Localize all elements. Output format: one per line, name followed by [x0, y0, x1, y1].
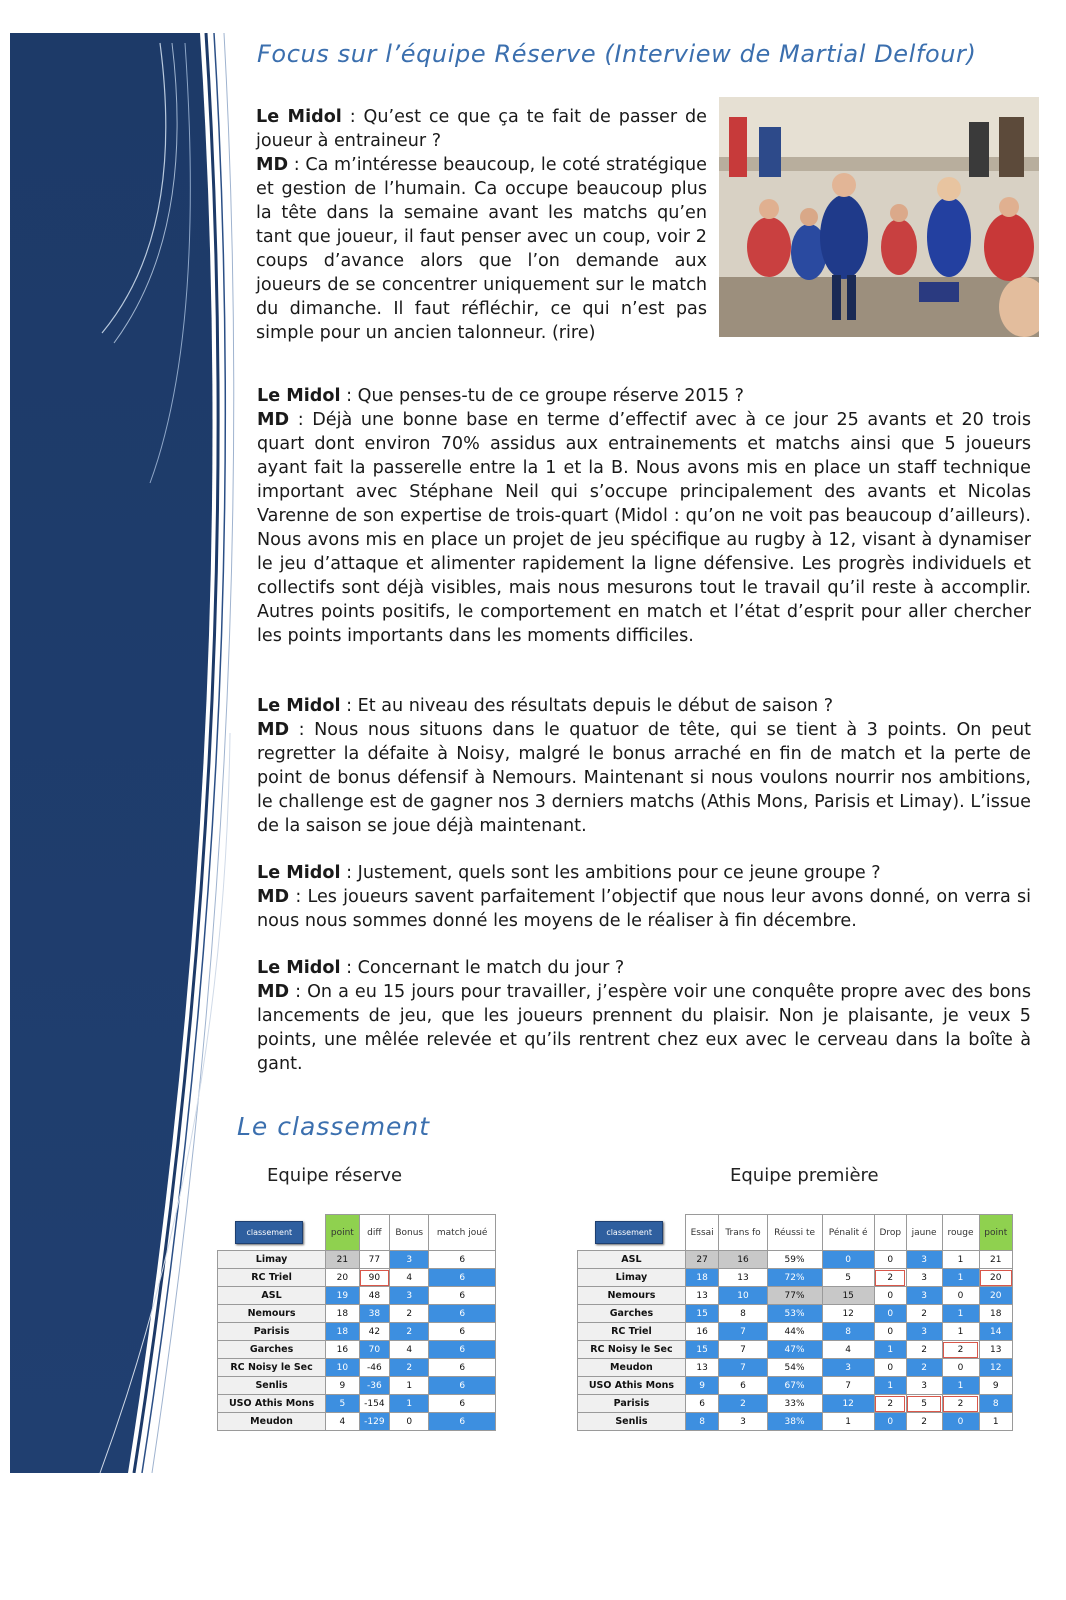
- cell-penalite: 12: [822, 1395, 874, 1413]
- cell-point: 19: [326, 1287, 360, 1305]
- cell-diff: 38: [359, 1305, 389, 1323]
- table-row: [218, 1377, 496, 1395]
- cell-drop: 0: [874, 1413, 906, 1431]
- cell-joue: 6: [429, 1359, 496, 1377]
- cell-trans: 6: [719, 1377, 767, 1395]
- table-row: [218, 1323, 496, 1341]
- cell-drop: 0: [874, 1251, 906, 1269]
- cell-rouge: 2: [942, 1395, 979, 1413]
- table-row: [578, 1341, 1013, 1359]
- cell-essai: 15: [685, 1305, 719, 1323]
- cell-jaune: 2: [906, 1359, 942, 1377]
- cell-point: 18: [326, 1305, 360, 1323]
- table-tag-cell: [578, 1215, 686, 1251]
- table-row: [218, 1341, 496, 1359]
- cell-essai: 8: [685, 1413, 719, 1431]
- cell-reussite: 77%: [767, 1287, 822, 1305]
- cell-trans: 16: [719, 1251, 767, 1269]
- cell-essai: 27: [685, 1251, 719, 1269]
- cell-point: 18: [979, 1305, 1012, 1323]
- cell-joue: 6: [429, 1287, 496, 1305]
- interview-item-3: [257, 694, 1031, 838]
- section-title-classement: Le classement: [237, 1112, 431, 1141]
- cell-drop: 0: [874, 1323, 906, 1341]
- cell-rouge: 1: [942, 1323, 979, 1341]
- answer-text: : Ca m’intéresse beaucoup, le coté stratégique et gestion de l’humain. Ca occupe beaucoup plus la tête dans la semaine avant les matchs qu’en tant que joueur, il faut penser avec un coup, voir 2 coups d’avance alors que l’on demande aux joueurs de se concentrer uniquement sur le match du dimanche. Il faut réfléchir, ce qui n’est pas simple pour un ancien talonneur. (rire): [256, 155, 707, 343]
- cell-point: 9: [979, 1377, 1012, 1395]
- table-row: [218, 1359, 496, 1377]
- cell-rouge: 1: [942, 1377, 979, 1395]
- cell-trans: 7: [719, 1323, 767, 1341]
- question-text: : Justement, quels sont les ambitions pour ce jeune groupe ?: [340, 863, 881, 883]
- cell-team: RC Triel: [218, 1269, 326, 1287]
- cell-point: 21: [326, 1251, 360, 1269]
- column-header: Essai: [685, 1215, 719, 1251]
- interview-item-2: [257, 384, 1031, 648]
- cell-point: 16: [326, 1341, 360, 1359]
- question-text: : Qu’est ce que ça te fait de passer de joueur à entraineur ?: [256, 107, 707, 151]
- column-header: match joué: [429, 1215, 496, 1251]
- table-row: [218, 1395, 496, 1413]
- cell-point: 20: [979, 1269, 1012, 1287]
- cell-penalite: 5: [822, 1269, 874, 1287]
- cell-reussite: 38%: [767, 1413, 822, 1431]
- cell-joue: 6: [429, 1341, 496, 1359]
- table-row: [578, 1395, 1013, 1413]
- reserve-ranking-table: [217, 1214, 496, 1431]
- cell-team: Garches: [218, 1341, 326, 1359]
- cell-penalite: 8: [822, 1323, 874, 1341]
- cell-team: Garches: [578, 1305, 686, 1323]
- cell-penalite: 1: [822, 1413, 874, 1431]
- cell-team: ASL: [578, 1251, 686, 1269]
- cell-point: 13: [979, 1341, 1012, 1359]
- cell-team: Meudon: [578, 1359, 686, 1377]
- cell-team: ASL: [218, 1287, 326, 1305]
- column-header: Réussi te: [767, 1215, 822, 1251]
- cell-point: 10: [326, 1359, 360, 1377]
- cell-essai: 6: [685, 1395, 719, 1413]
- cell-point: 20: [326, 1269, 360, 1287]
- cell-point: 18: [326, 1323, 360, 1341]
- table-header-row: [218, 1215, 496, 1251]
- cell-penalite: 12: [822, 1305, 874, 1323]
- cell-trans: 7: [719, 1359, 767, 1377]
- cell-rouge: 1: [942, 1269, 979, 1287]
- cell-team: Limay: [578, 1269, 686, 1287]
- cell-trans: 8: [719, 1305, 767, 1323]
- table-tag-cell: [218, 1215, 326, 1251]
- cell-team: RC Noisy le Sec: [218, 1359, 326, 1377]
- column-header: rouge: [942, 1215, 979, 1251]
- cell-reussite: 44%: [767, 1323, 822, 1341]
- premiere-table-title: Equipe première: [730, 1165, 879, 1186]
- cell-diff: 70: [359, 1341, 389, 1359]
- cell-team: RC Noisy le Sec: [578, 1341, 686, 1359]
- answer-label: MD: [257, 720, 290, 740]
- cell-team: USO Athis Mons: [578, 1377, 686, 1395]
- answer-label: MD: [256, 155, 289, 175]
- cell-joue: 6: [429, 1323, 496, 1341]
- cell-team: Nemours: [218, 1305, 326, 1323]
- table-row: [218, 1251, 496, 1269]
- table-row: [218, 1305, 496, 1323]
- cell-team: Nemours: [578, 1287, 686, 1305]
- table-row: [578, 1377, 1013, 1395]
- table-row: [218, 1287, 496, 1305]
- question-text: : Que penses-tu de ce groupe réserve 2015 ?: [340, 386, 744, 406]
- cell-essai: 13: [685, 1287, 719, 1305]
- cell-rouge: 2: [942, 1341, 979, 1359]
- cell-jaune: 2: [906, 1413, 942, 1431]
- interview-item-4: [257, 861, 1031, 933]
- cell-team: USO Athis Mons: [218, 1395, 326, 1413]
- cell-bonus: 0: [390, 1413, 429, 1431]
- cell-essai: 18: [685, 1269, 719, 1287]
- table-row: [218, 1269, 496, 1287]
- cell-jaune: 5: [906, 1395, 942, 1413]
- cell-jaune: 3: [906, 1287, 942, 1305]
- answer-text: : Les joueurs savent parfaitement l’objectif que nous leur avons donné, on verra si nous nous sommes donné les moyens de le réaliser à fin décembre.: [257, 887, 1031, 931]
- cell-penalite: 7: [822, 1377, 874, 1395]
- cell-rouge: 0: [942, 1413, 979, 1431]
- cell-point: 9: [326, 1377, 360, 1395]
- interview-item-1: [256, 105, 707, 345]
- classement-tag: classement: [595, 1221, 663, 1244]
- cell-trans: 3: [719, 1413, 767, 1431]
- cell-reussite: 33%: [767, 1395, 822, 1413]
- cell-jaune: 2: [906, 1305, 942, 1323]
- cell-joue: 6: [429, 1377, 496, 1395]
- cell-bonus: 4: [390, 1269, 429, 1287]
- cell-penalite: 4: [822, 1341, 874, 1359]
- cell-penalite: 15: [822, 1287, 874, 1305]
- cell-reussite: 72%: [767, 1269, 822, 1287]
- cell-team: RC Triel: [578, 1323, 686, 1341]
- cell-diff: -129: [359, 1413, 389, 1431]
- cell-bonus: 3: [390, 1251, 429, 1269]
- column-header: Bonus: [390, 1215, 429, 1251]
- question-label: Le Midol: [257, 386, 341, 406]
- column-header: diff: [359, 1215, 389, 1251]
- question-label: Le Midol: [257, 863, 341, 883]
- cell-bonus: 1: [390, 1395, 429, 1413]
- cell-trans: 13: [719, 1269, 767, 1287]
- cell-diff: -46: [359, 1359, 389, 1377]
- cell-essai: 16: [685, 1323, 719, 1341]
- question-label: Le Midol: [257, 958, 341, 978]
- cell-point: 5: [326, 1395, 360, 1413]
- cell-bonus: 2: [390, 1305, 429, 1323]
- cell-jaune: 3: [906, 1323, 942, 1341]
- cell-diff: -36: [359, 1377, 389, 1395]
- classement-tag: classement: [235, 1221, 303, 1244]
- cell-rouge: 1: [942, 1251, 979, 1269]
- cell-jaune: 3: [906, 1269, 942, 1287]
- cell-essai: 13: [685, 1359, 719, 1377]
- cell-rouge: 0: [942, 1287, 979, 1305]
- reserve-table-title: Equipe réserve: [267, 1165, 403, 1186]
- table-row: [578, 1287, 1013, 1305]
- table-row: [578, 1251, 1013, 1269]
- cell-diff: 48: [359, 1287, 389, 1305]
- question-text: : Et au niveau des résultats depuis le début de saison ?: [340, 696, 834, 716]
- column-header: jaune: [906, 1215, 942, 1251]
- cell-reussite: 54%: [767, 1359, 822, 1377]
- cell-point: 21: [979, 1251, 1012, 1269]
- interview-item-5: [257, 956, 1031, 1076]
- cell-jaune: 2: [906, 1341, 942, 1359]
- cell-diff: 90: [359, 1269, 389, 1287]
- cell-joue: 6: [429, 1305, 496, 1323]
- answer-label: MD: [257, 410, 290, 430]
- cell-bonus: 3: [390, 1287, 429, 1305]
- cell-jaune: 3: [906, 1251, 942, 1269]
- cell-joue: 6: [429, 1395, 496, 1413]
- question-text: : Concernant le match du jour ?: [340, 958, 625, 978]
- cell-diff: 42: [359, 1323, 389, 1341]
- answer-text: : On a eu 15 jours pour travailler, j’espère voir une conquête propre avec des bons lancements de jeu, que les joueurs prennent du plaisir. Non je plaisante, je veux 5 points, une mêlée relevée et qu’ils rentrent chez eux avec le cerveau dans la boîte à gant.: [257, 982, 1031, 1074]
- answer-label: MD: [257, 982, 290, 1002]
- cell-point: 12: [979, 1359, 1012, 1377]
- cell-joue: 6: [429, 1251, 496, 1269]
- cell-point: 1: [979, 1413, 1012, 1431]
- cell-point: 14: [979, 1323, 1012, 1341]
- cell-team: Limay: [218, 1251, 326, 1269]
- cell-bonus: 2: [390, 1323, 429, 1341]
- cell-team: Senlis: [578, 1413, 686, 1431]
- cell-bonus: 2: [390, 1359, 429, 1377]
- premiere-ranking-table: [577, 1214, 1013, 1431]
- cell-rouge: 1: [942, 1305, 979, 1323]
- cell-diff: 77: [359, 1251, 389, 1269]
- cell-drop: 2: [874, 1395, 906, 1413]
- table-row: [578, 1359, 1013, 1377]
- column-header: point: [979, 1215, 1012, 1251]
- cell-reussite: 67%: [767, 1377, 822, 1395]
- question-label: Le Midol: [257, 696, 341, 716]
- cell-jaune: 3: [906, 1377, 942, 1395]
- page-title: Focus sur l’équipe Réserve (Interview de Martial Delfour): [257, 40, 977, 68]
- cell-drop: 2: [874, 1269, 906, 1287]
- column-header: Trans fo: [719, 1215, 767, 1251]
- cell-essai: 9: [685, 1377, 719, 1395]
- cell-point: 8: [979, 1395, 1012, 1413]
- table-row: [578, 1269, 1013, 1287]
- table-row: [578, 1413, 1013, 1431]
- cell-point: 4: [326, 1413, 360, 1431]
- cell-rouge: 0: [942, 1359, 979, 1377]
- cell-joue: 6: [429, 1413, 496, 1431]
- decorative-sidebar: [10, 33, 240, 1473]
- question-label: Le Midol: [256, 107, 342, 127]
- cell-bonus: 4: [390, 1341, 429, 1359]
- cell-trans: 10: [719, 1287, 767, 1305]
- table-row: [578, 1323, 1013, 1341]
- cell-penalite: 0: [822, 1251, 874, 1269]
- cell-joue: 6: [429, 1269, 496, 1287]
- cell-team: Senlis: [218, 1377, 326, 1395]
- cell-drop: 1: [874, 1377, 906, 1395]
- cell-bonus: 1: [390, 1377, 429, 1395]
- answer-label: MD: [257, 887, 290, 907]
- table-row: [218, 1413, 496, 1431]
- cell-drop: 0: [874, 1359, 906, 1377]
- answer-text: : Déjà une bonne base en terme d’effectif avec à ce jour 25 avants et 20 trois quart dont environ 70% assidus aux entrainements et matchs ainsi que 5 joueurs ayant fait la passerelle entre la 1 et la B. Nous avons mis en place un staff technique important avec Stéphane Neil qui s’occupe principalement des avants et Nicolas Varenne de son expertise de trois-quart (Midol : qu’on ne voit pas beaucoup d’ailleurs). Nous avons mis en place un projet de jeu spécifique au rugby à 12, visant à dynamiser le jeu d’attaque et alimenter rapidement la ligne défensive. Les progrès individuels et collectifs sont déjà visibles, mais nous mesurons tout le travail qu’il reste à accomplir. Autres points positifs, le comportement en match et l’état d’esprit pour aller chercher les points importants dans les moments difficiles.: [257, 410, 1031, 646]
- cell-diff: -154: [359, 1395, 389, 1413]
- cell-team: Meudon: [218, 1413, 326, 1431]
- column-header: Pénalit é: [822, 1215, 874, 1251]
- table-header-row: [578, 1215, 1013, 1251]
- cell-drop: 1: [874, 1341, 906, 1359]
- cell-reussite: 53%: [767, 1305, 822, 1323]
- cell-drop: 0: [874, 1305, 906, 1323]
- column-header: Drop: [874, 1215, 906, 1251]
- answer-text: : Nous nous situons dans le quatuor de tête, qui se tient à 3 points. On peut regretter la défaite à Noisy, malgré le bonus arraché en fin de match et la perte de point de bonus défensif à Nemours. Maintenant si nous voulons nourrir nos ambitions, le challenge est de gagner nos 3 derniers matchs (Athis Mons, Parisis et Limay). L’issue de la saison se joue déjà maintenant.: [257, 720, 1031, 836]
- cell-essai: 15: [685, 1341, 719, 1359]
- cell-team: Parisis: [578, 1395, 686, 1413]
- cell-point: 20: [979, 1287, 1012, 1305]
- cell-trans: 2: [719, 1395, 767, 1413]
- cell-drop: 0: [874, 1287, 906, 1305]
- cell-trans: 7: [719, 1341, 767, 1359]
- column-header: point: [326, 1215, 360, 1251]
- cell-reussite: 47%: [767, 1341, 822, 1359]
- cell-reussite: 59%: [767, 1251, 822, 1269]
- cell-penalite: 3: [822, 1359, 874, 1377]
- locker-room-photo: [719, 97, 1039, 337]
- cell-team: Parisis: [218, 1323, 326, 1341]
- table-row: [578, 1305, 1013, 1323]
